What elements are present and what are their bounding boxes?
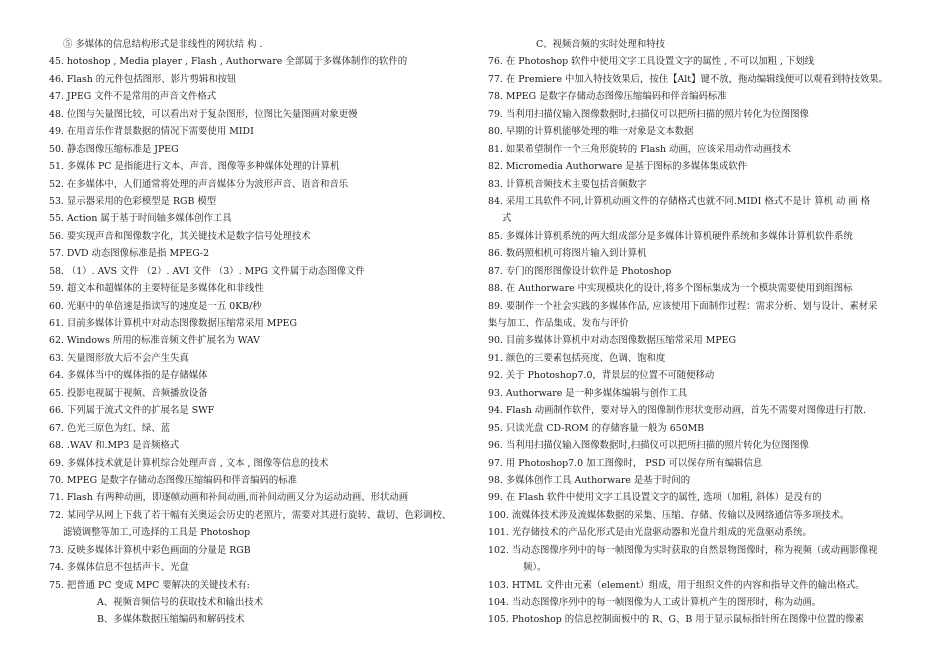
text-line: 57. DVD 动态图像标准是指 MPEG-2 — [49, 248, 210, 260]
text-line: 86. 数码照相机可将图片输入到计算机 — [488, 248, 647, 260]
text-line: 61. 目前多媒体计算机中对动态图像数据压缩常采用 MPEG — [49, 318, 297, 329]
text-line: 94. Flash 动画制作软件，要对导入的图像制作形状变形动画，首先不需要对图像进行打散. — [488, 405, 866, 417]
text-line: 49. 在用音乐作背景数据的情况下需要使用 MIDI — [49, 126, 254, 138]
text-line: 集与加工、作品集成、发布与评价 — [488, 318, 629, 329]
text-line: 64. 多媒体当中的媒体指的是存储媒体 — [49, 370, 208, 382]
text-line: 74. 多媒体信息不包括声卡、光盘 — [49, 562, 189, 574]
text-line: 46. Flash 的元件包括图形、影片剪辑和按钮 — [49, 73, 237, 85]
text-line: 76. 在 Photoshop 软件中使用文字工具设置文字的属性 , 不可以加粗 , 下划线 — [488, 56, 815, 68]
text-line: 95. 只读光盘 CD-ROM 的存储容量一般为 650MB — [488, 422, 705, 434]
text-line: 73. 反映多媒体计算机中彩色画面的分量是 RGB — [49, 544, 251, 556]
text-line: 53. 显示器采用的色彩模型是 RGB 模型 — [49, 195, 217, 207]
text-line: A、视频音频信号的获取技术和输出技术 — [97, 597, 264, 608]
text-line: 78. MPEG 是数字存储动态图像压缩编码和伴音编码标准 — [488, 91, 727, 103]
text-line: 99. 在 Flash 软件中使用文字工具设置文字的属性, 选项（加粗, 斜体）是没有的 — [488, 492, 822, 504]
text-line: 87. 专门的图形图像设计软件是 Photoshop — [488, 265, 672, 277]
text-line: 105. Photoshop 的信息控制面板中的 R、G、B 用于显示鼠标指针所在图像中位置的像素 — [488, 614, 865, 626]
text-line: 频）。 — [523, 562, 547, 574]
text-line: 102. 当动态图像序列中的每一帧图像为实时获取的自然景物图像时，称为视频（或动画影像视 — [488, 544, 878, 556]
right-column — [488, 36, 918, 629]
text-line: 104. 当动态图像序列中的每一帧图像为人工或计算机产生的图形时，称为动画。 — [488, 597, 822, 608]
text-line: 式 — [502, 213, 512, 225]
text-line: 48. 位图与矢量图比较，可以看出对于复杂图形，位图比矢量图画对象更慢 — [49, 108, 358, 120]
text-line: 47. JPEG 文件不是常用的声音文件格式 — [49, 91, 217, 103]
text-line: 71. Flash 有两种动画，即逐帧动画和补间动画,而补间动画又分为运动动画、形状动画 — [49, 492, 409, 504]
text-line: 90. 目前多媒体计算机中对动态图像数据压缩常采用 MPEG — [488, 335, 736, 347]
text-line: 75. 把普通 PC 变成 MPC 要解决的关键技术有: — [49, 579, 250, 591]
text-line: 80. 早期的计算机能够处理的唯一对象是文本数据 — [488, 126, 694, 138]
text-line: 68. .WAV 和.MP3 是音频格式 — [49, 440, 180, 452]
text-line: 59. 超文本和超媒体的主要特征是多媒体化和非线性 — [49, 283, 264, 295]
text-line: 65. 投影电视属于视频、音频播放设备 — [49, 387, 208, 399]
text-line: 84. 采用工具软件不同,计算机动画文件的存储格式也就不同.MIDI 格式不是计 算机 动 画 格 — [488, 195, 871, 207]
text-line: 56. 要实现声音和图像数字化，其关键技术是数字信号处理技术 — [49, 230, 311, 242]
text-line: 81. 如果希望制作一个三角形旋转的 Flash 动画，应该采用动作动画技术 — [488, 143, 791, 155]
text-line: 83. 计算机音频技术主要包括音频数字 — [488, 178, 647, 190]
text-line: 79. 当利用扫描仪输入图像数据时,扫描仪可以把所扫描的照片转化为位图图像 — [488, 108, 809, 120]
text-line: 45. hotoshop , Media player , Flash , Authorware 全部属于多媒体制作的软件的 — [49, 56, 408, 68]
text-line: 66. 下列属于流式文件的扩展名是 SWF — [49, 405, 215, 417]
text-line: 62. Windows 所用的标准音频文件扩展名为 WAV — [49, 335, 260, 347]
text-line: 67. 色光三原色为红、绿、蓝 — [49, 422, 171, 434]
text-line: 52. 在多媒体中，人们通常将处理的声音媒体分为波形声音、语音和音乐 — [49, 178, 349, 190]
text-line: 92. 关于 Photoshop7.0，背景层的位置不可随便移动 — [488, 370, 715, 382]
text-line: 50. 静态图像压缩标准是 JPEG — [49, 143, 179, 155]
text-line: 70. MPEG 是数字存储动态图像压缩编码和伴音编码的标准 — [49, 474, 297, 486]
text-line: 89. 要制作一个社会实践的多媒体作品, 应该使用下面制作过程：需求分析、划与设计、素材采 — [488, 300, 878, 312]
text-line: 60. 光驱中的单倍速是指读写的速度是一五 0KB/秒 — [49, 300, 262, 312]
text-line: B、多媒体数据压缩编码和解码技术 — [97, 614, 245, 626]
text-line: 82. Micromedia Authorware 是基于图标的多媒体集成软件 — [488, 161, 748, 173]
text-line: 77. 在 Premiere 中加入特技效果后，按住【Alt】键不放，拖动编辑线便可以观看到特技效果。 — [488, 73, 888, 85]
left-column — [49, 36, 469, 629]
text-line: 63. 矢量图形放大后不会产生失真 — [49, 352, 189, 364]
text-line: 96. 当利用扫描仪输入图像数据时,扫描仪可以把所扫描的照片转化为位图图像 — [488, 440, 809, 452]
text-line: 55. Action 属于基于时间轴多媒体创作工具 — [49, 213, 232, 225]
text-line: 85. 多媒体计算机系统的两大组成部分是多媒体计算机硬件系统和多媒体计算机软件系统 — [488, 230, 853, 242]
text-line: 103. HTML 文件由元素（element）组成，用于组织文件的内容和指导文件的输出格式。 — [488, 579, 865, 591]
text-line: 58. （1）. AVS 文件 （2）. AVI 文件 （3）. MPG 文件属于动态图像文件 — [49, 265, 365, 277]
text-line: C、视频音频的实时处理和特技 — [536, 39, 666, 50]
text-line: 97. 用 Photoshop7.0 加工图像时， PSD 可以保存所有编辑信息 — [488, 457, 763, 469]
text-line: 72. 某同学从网上下载了若干幅有关奥运会历史的老照片，需要对其进行旋转、裁切、色彩调校、 — [49, 509, 452, 521]
text-line: 88. 在 Authorware 中实现模块化的设计,将多个图标集成为一个模块需要使用到组图标 — [488, 283, 853, 295]
text-line: 101. 光存储技术的产品化形式是由光盘驱动器和光盘片组成的光盘驱动系统。 — [488, 527, 812, 539]
text-line: 93. Authorware 是一种多媒体编辑与创作工具 — [488, 387, 688, 399]
text-line: 100. 流媒体技术涉及流媒体数据的采集、压缩、存储、传输以及网络通信等多项技术。 — [488, 509, 850, 521]
text-line: 69. 多媒体技术就是计算机综合处理声音 , 文本 , 图像等信息的技术 — [49, 457, 329, 469]
text-line: 98. 多媒体创作工具 Authorware 是基于时间的 — [488, 474, 691, 486]
text-line: ⑤ 多媒体的信息结构形式是非线性的网状结 构 . — [63, 39, 263, 50]
text-line: 51. 多媒体 PC 是指能进行文本、声音、图像等多种媒体处理的计算机 — [49, 161, 340, 173]
text-line: 91. 颜色的三要素包括亮度、色调、饱和度 — [488, 352, 666, 364]
text-line: 滤镜调整等加工,可选择的工具是 Photoshop — [63, 527, 251, 539]
